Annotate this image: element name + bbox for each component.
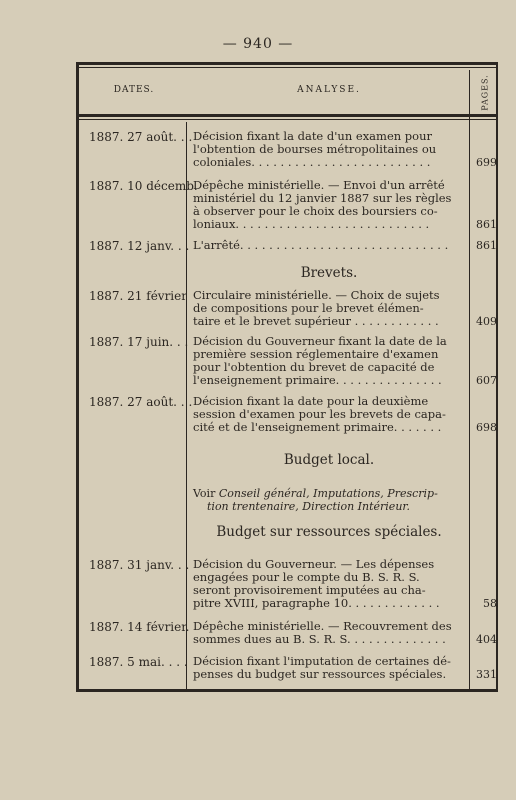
entry-line: penses du budget sur ressources spéciales. [193,667,447,681]
header-rule [79,114,496,117]
entry-line: coloniales. . . . . . . . . . . . . . . . . . . . . . . . . [193,155,431,169]
entry-line: Décision du Gouverneur. — Les dépenses [193,557,435,571]
index-table [76,62,498,692]
entry-date: 1887. 27 août. . . [89,395,193,409]
entry-line: Circulaire ministérielle. — Choix de sujets [193,288,440,302]
entry-line: ministériel du 12 janvier 1887 sur les règles [193,191,452,205]
entry-line: Décision fixant la date d'un examen pour [193,129,432,143]
entry-line: L'arrêté. . . . . . . . . . . . . . . . . . . . . . . . . . . . . [193,238,449,252]
voir-line-2 [193,500,465,513]
entry-analysis [193,239,465,252]
entry-date: 1887. 10 décemb. [89,179,198,193]
entry-page: 698 [476,421,497,434]
voir-prefix: Voir [193,487,216,500]
entry-analysis [193,655,465,681]
entry-line: seront provisoirement imputées au cha- [193,583,426,597]
entry-line: Dépêche ministérielle. — Envoi d'un arrêté [193,178,445,192]
entry-line: l'enseignement primaire. . . . . . . . . . . . . . . [193,373,442,387]
entry-date: 1887. 31 janv. . . [89,558,190,572]
entry-date: 1887. 14 février. [89,620,190,634]
entry-analysis [193,179,465,231]
entry-line: Décision du Gouverneur fixant la date de la [193,334,447,348]
header-pages-label: PAGES. [480,73,490,111]
entry-line: pour l'obtention du brevet de capacité de [193,360,435,374]
entry-line: l'obtention de bourses métropolitaines ou [193,142,437,156]
entry-analysis [193,335,465,387]
entry-line: Décision fixant l'imputation de certaines dé- [193,654,451,668]
header-rule-thin [79,119,496,120]
entry-page: 861 [476,239,497,252]
entry-date: 1887. 12 janv. . . [89,239,190,253]
entry-page: 404 [476,633,497,646]
entry-page: 607 [476,374,497,387]
section-heading-budget-local: Budget local. [283,452,375,468]
entry-line: Dépêche ministérielle. — Recouvrement des [193,619,452,633]
entry-analysis [193,620,465,646]
entry-line: loniaux. . . . . . . . . . . . . . . . . . . . . . . . . . . [193,217,430,231]
entry-date: 1887. 27 août. . . [89,130,193,144]
entry-line: sommes dues au B. S. R. S. . . . . . . . . . . . . . [193,632,446,646]
header-dates: DATES. [113,85,155,95]
column-divider-pages [469,70,470,689]
entry-line: Décision fixant la date pour la deuxième [193,394,429,408]
section-heading-brevets: Brevets. [300,265,358,281]
entry-line: de compositions pour le brevet élémen- [193,301,424,315]
entry-line: taire et le brevet supérieur . . . . . . . . . . . . [193,314,439,328]
entry-page: 861 [476,218,497,231]
entry-line: première session réglementaire d'examen [193,347,439,361]
entry-page: 409 [476,315,497,328]
entry-date: 1887. 17 juin. . . [89,335,189,349]
top-rule [79,62,496,65]
entry-date: 1887. 5 mai. . . . [89,655,188,669]
entry-line: engagées pour le compte du B. S. R. S. [193,570,420,584]
entry-line: cité et de l'enseignement primaire. . . . . . . [193,420,442,434]
entry-page: 331 [476,668,497,681]
voir-line2-text: tion trentenaire, Direction Intérieur. [207,500,410,513]
entry-line: session d'examen pour les brevets de capa- [193,407,446,421]
entry-analysis [193,395,465,434]
voir-line1-text: Conseil général, Imputations, Prescrip- [218,487,438,500]
page-number: — 940 — [222,36,294,52]
voir-line-1 [193,487,465,500]
header-analyse: ANALYSE. [297,85,361,95]
entry-analysis [193,289,465,328]
entry-page: 58 [483,597,497,610]
entry-line: à observer pour le choix des boursiers co- [193,204,438,218]
entry-analysis [193,130,465,169]
entry-analysis [193,558,465,610]
voir-reference [193,487,465,513]
entry-date: 1887. 21 février [89,289,187,303]
section-heading-budget-special: Budget sur ressources spéciales. [216,524,442,540]
entry-page: 699 [476,156,497,169]
entry-line: pitre XVIII, paragraphe 10. . . . . . . . . . . . . [193,596,440,610]
header-pages [472,72,498,112]
top-rule-thin [79,67,496,68]
